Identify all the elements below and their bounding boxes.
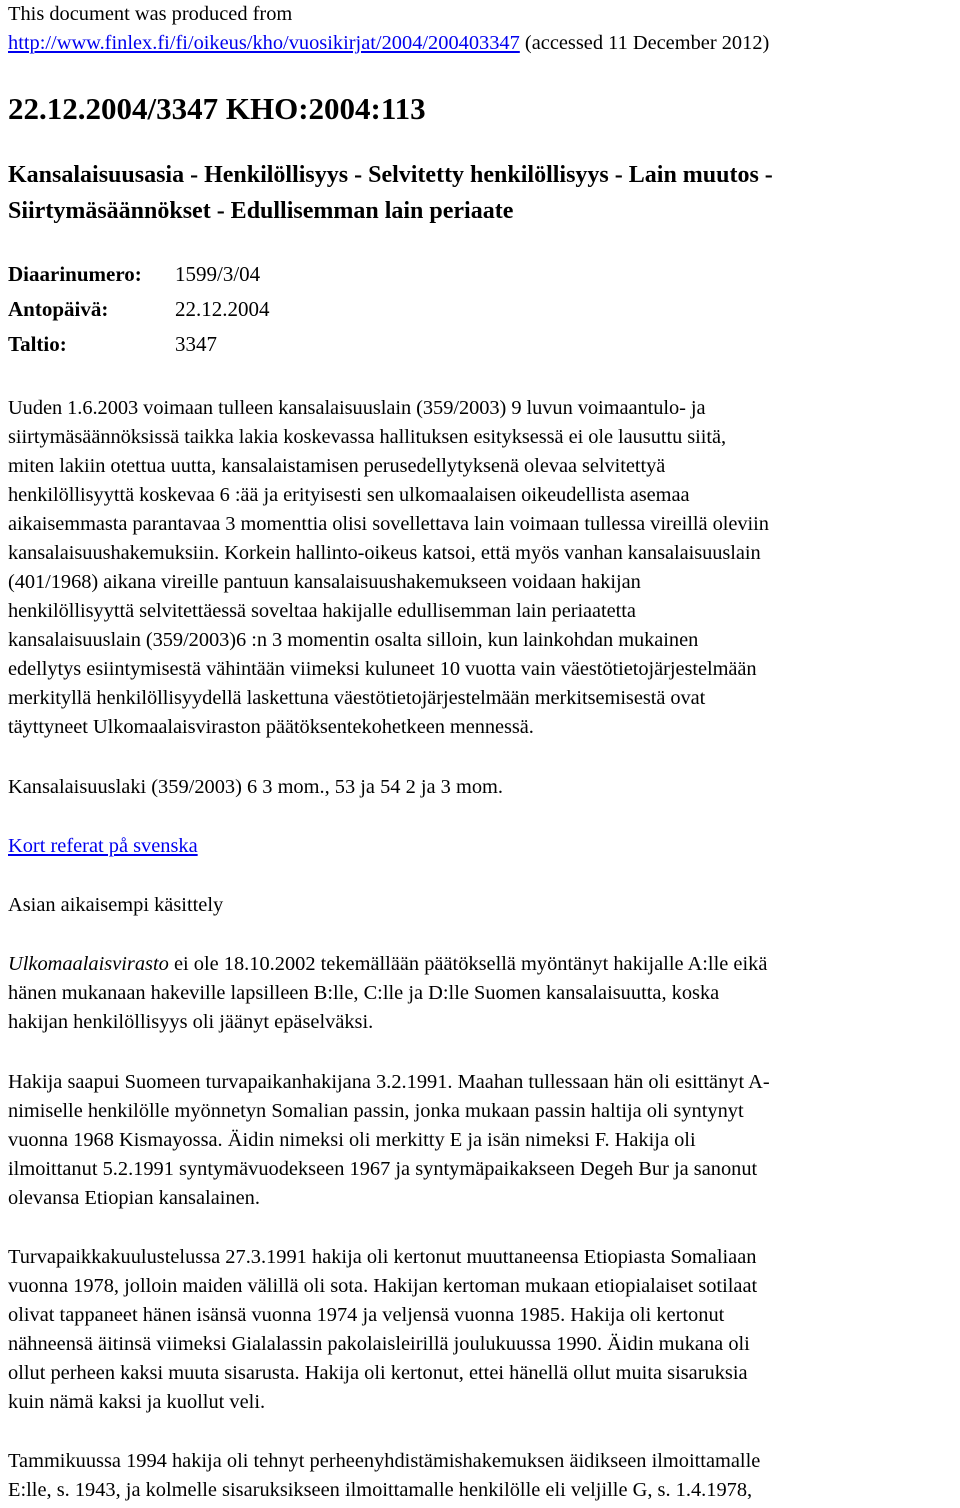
meta-table (8, 260, 270, 365)
summary-line: merkityllä henkilöllisyydellä laskettuna väestötietojärjestelmään merkitsemisestä ovat (8, 687, 706, 709)
paragraph-line: nähneensä äitinsä viimeksi Gialalassin pakolaisleirillä joulukuussa 1990. Äidin mukana oli (8, 1333, 750, 1355)
swedish-summary-link-row (8, 832, 960, 861)
section-heading: Asian aikaisempi käsittely (8, 894, 224, 916)
meta-label: Antopäivä: (8, 297, 109, 321)
summary-line: henkilöllisyyttä selvitettäessä soveltaa hakijalle edullisemman lain periaatetta (8, 600, 636, 622)
meta-value: 3347 (175, 332, 217, 356)
source-url-line (8, 29, 960, 58)
source-prefix: This document was produced from (8, 3, 293, 25)
summary-line: siirtymäsäännöksissä taikka lakia koskevassa hallituksen esityksessä ei ole lausuttu siitä, (8, 426, 727, 448)
summary-line: miten lakiin otettua uutta, kansalaistamisen perusedellytyksenä olevaa selvitettyä (8, 455, 666, 477)
paragraph-arrival (8, 1068, 960, 1213)
paragraph-line: ollut perheen kaksi muuta sisarusta. Hakija oli kertonut, ettei hänellä ollut muita sisaruksia (8, 1362, 748, 1384)
paragraph-immigration-office (8, 950, 960, 1037)
accessed-date: (accessed 11 December 2012) (524, 32, 770, 54)
keywords-heading: Kansalaisuusasia - Henkilöllisyys - Selvitetty henkilöllisyys - Lain muutos - Siirtymäsäännökset - Edullisemman lain periaate (8, 162, 773, 224)
paragraph-line: ilmoittanut 5.2.1991 syntymävuodekseen 1967 ja syntymäpaikakseen Degeh Bur ja sanonut (8, 1158, 758, 1180)
meta-value: 22.12.2004 (175, 297, 270, 321)
paragraph-interview (8, 1243, 960, 1417)
summary-line: Uuden 1.6.2003 voimaan tulleen kansalaisuuslain (359/2003) 9 luvun voimaantulo- ja (8, 397, 706, 419)
meta-value: 1599/3/04 (175, 262, 261, 286)
summary-line: aikaisemmasta parantavaa 3 momenttia olisi sovellettava lain voimaan tullessa vireillä oleviin (8, 513, 769, 535)
summary-line: henkilöllisyyttä koskevaa 6 :ää ja erityisesti sen ulkomaalaisen oikeudellista asemaa (8, 484, 690, 506)
paragraph-line: vuonna 1978, jolloin maiden välillä oli sota. Hakijan kertoman mukaan etiopialaiset sotilaat (8, 1275, 758, 1297)
paragraph-line: olivat tappaneet hänen isänsä vuonna 1974 ja veljensä vuonna 1985. Hakija oli kertonut (8, 1304, 725, 1326)
meta-label: Diaarinumero: (8, 262, 142, 286)
paragraph-line: Turvapaikkakuulustelussa 27.3.1991 hakija oli kertonut muuttaneensa Etiopiasta Somaliaan (8, 1246, 757, 1268)
paragraph-line: vuonna 1968 Kismayossa. Äidin nimeksi oli merkitty E ja isän nimeksi F. Hakija oli (8, 1129, 696, 1151)
summary-line: kansalaisuushakemuksiin. Korkein hallinto-oikeus katsoi, että myös vanhan kansalaisuuslain (8, 542, 761, 564)
meta-row-taltio (8, 330, 270, 365)
source-url-link[interactable]: http://www.finlex.fi/fi/oikeus/kho/vuosikirjat/2004/200403347 (8, 32, 520, 54)
paragraph-text: ei ole 18.10.2002 tekemällään päätöksellä myöntänyt hakijalle A:lle eikä (168, 953, 768, 975)
paragraph-line: kuin nämä kaksi ja kuollut veli. (8, 1391, 266, 1413)
meta-label: Taltio: (8, 332, 67, 356)
decision-title: 22.12.2004/3347 KHO:2004:113 (8, 91, 426, 126)
summary-line: edellytys esiintymisestä vähintään viimeksi kuluneet 10 vuotta vain väestötietojärjestelmään (8, 658, 757, 680)
agency-name: Ulkomaalaisvirasto (8, 953, 169, 975)
summary-paragraph (8, 394, 960, 742)
paragraph-line (8, 950, 960, 979)
paragraph-line: nimiselle henkilölle myönnetyn Somalian passin, jonka mukaan passin haltija oli syntynyt (8, 1100, 744, 1122)
swedish-summary-link[interactable]: Kort referat på svenska (8, 835, 198, 857)
paragraph-line: Hakija saapui Suomeen turvapaikanhakijana 3.2.1991. Maahan tullessaan hän oli esittänyt A- (8, 1071, 770, 1093)
meta-row-diaarinumero (8, 260, 270, 295)
summary-line: kansalaisuuslain (359/2003)6 :n 3 momentin osalta silloin, kun lainkohdan mukainen (8, 629, 699, 651)
paragraph-family-reunification (8, 1447, 960, 1505)
paragraph-line: Tammikuussa 1994 hakija oli tehnyt perheenyhdistämishakemuksen äidikseen ilmoittamalle (8, 1450, 761, 1472)
summary-line: (401/1968) aikana vireille pantuun kansalaisuushakemukseen voidaan hakijan (8, 571, 641, 593)
paragraph-line: E:lle, s. 1943, ja kolmelle sisaruksikseen ilmoittamalle henkilölle eli veljille G, s. 1.4.1978, (8, 1479, 753, 1501)
summary-line: täyttyneet Ulkomaalaisviraston päätöksentekohetkeen mennessä. (8, 716, 534, 738)
meta-row-antopaiva (8, 295, 270, 330)
law-reference: Kansalaisuuslaki (359/2003) 6 3 mom., 53 ja 54 2 ja 3 mom. (8, 776, 503, 798)
paragraph-line: hänen mukanaan hakeville lapsilleen B:lle, C:lle ja D:lle Suomen kansalaisuutta, koska (8, 982, 720, 1004)
source-note (8, 0, 960, 58)
paragraph-line: olevansa Etiopian kansalainen. (8, 1187, 260, 1209)
paragraph-line: hakijan henkilöllisyys oli jäänyt epäselväksi. (8, 1011, 374, 1033)
